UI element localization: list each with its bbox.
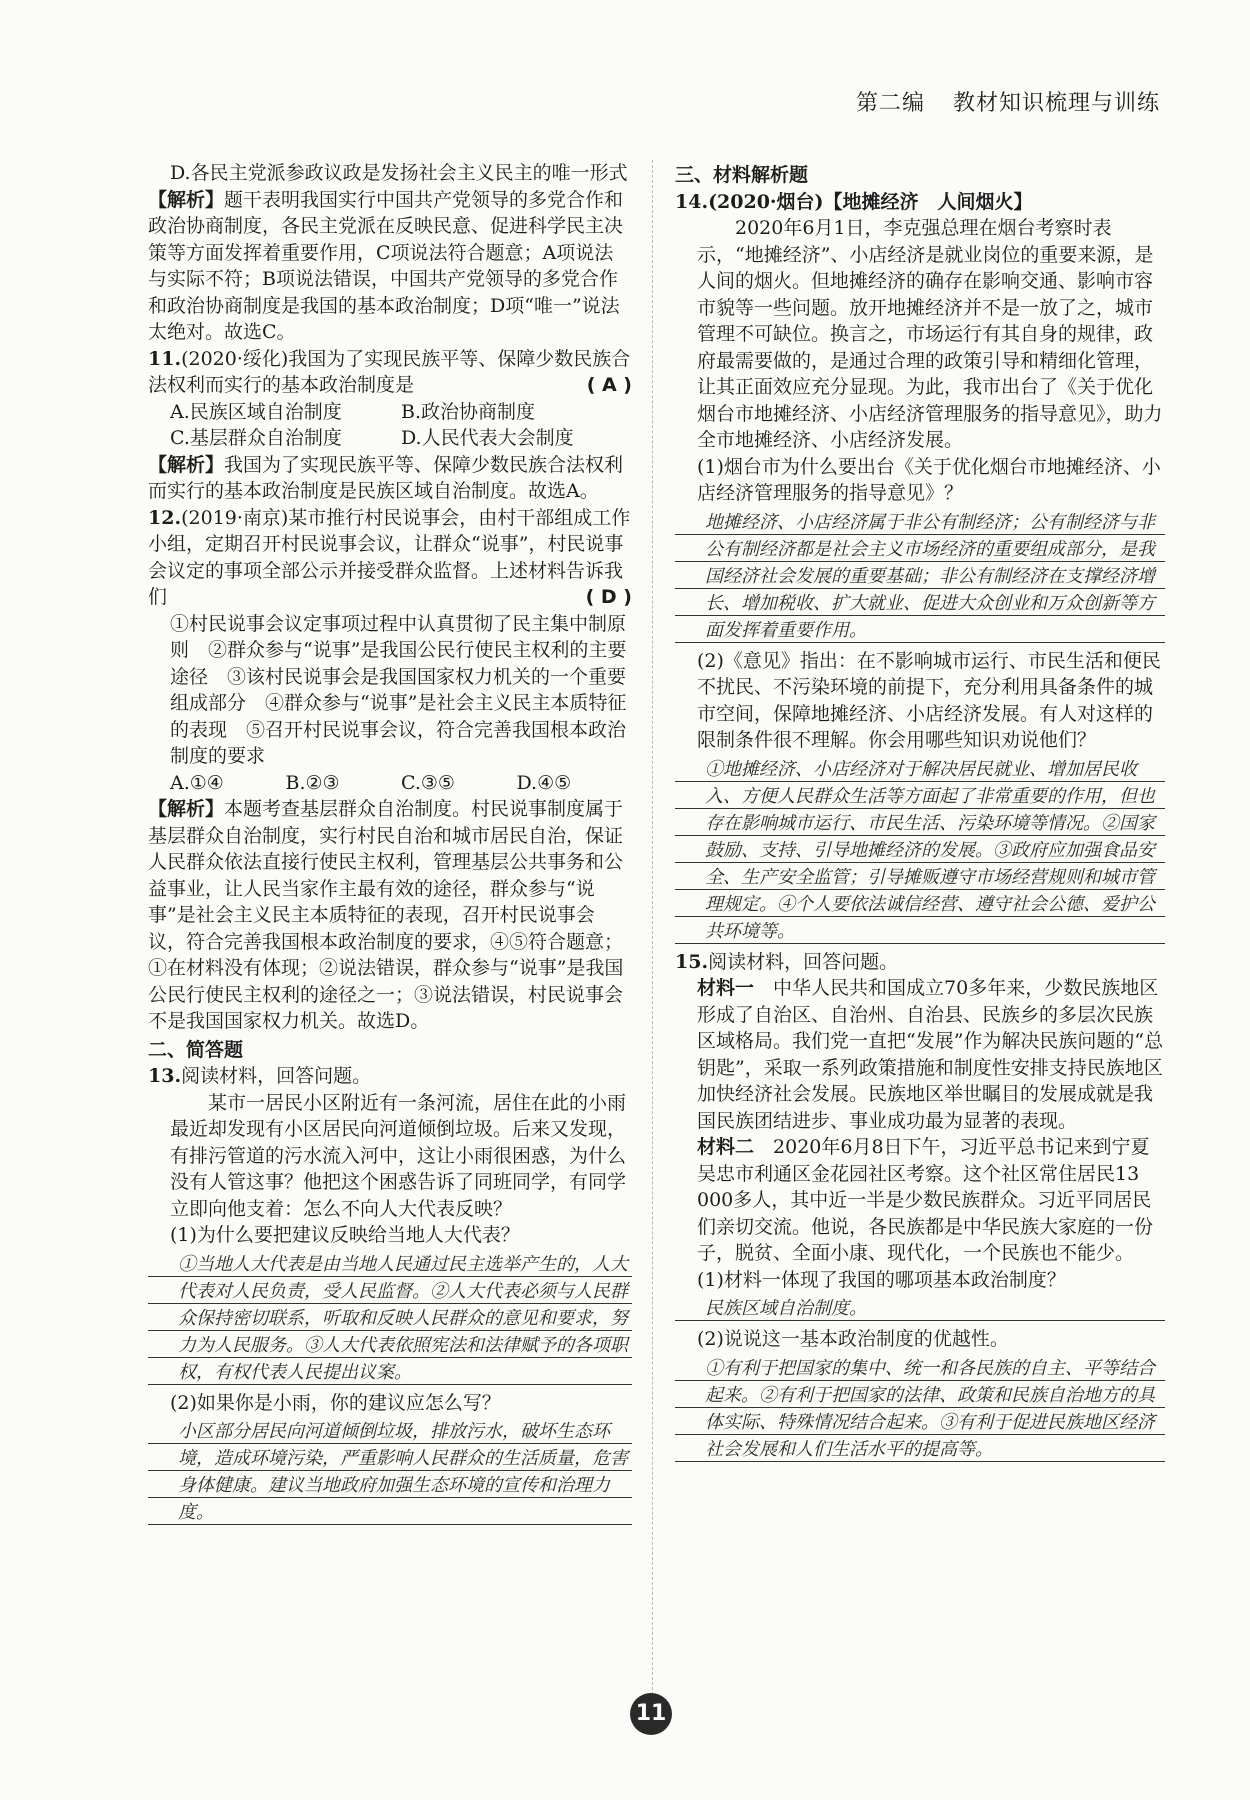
q12-analysis-text: 本题考查基层群众自治制度。村民说事制度属于基层群众自治制度，实行村民自治和城市居民自治，保证人民群众依法直接行使民主权利，管理基层公共事务和公益事业，让人民当家作主最有效的途径，群众参与“说事”是社会主义民主本质特征的表现，召开村民说事会议，符合完善我国根本政治制度的要求，④⑤符合题意；①在材料没有体现；②说法错误，群众参与“说事”是我国公民行使民主权利的途径之一；③说法错误，村民说事会不是我国国家权力机关。故选D。	[148, 798, 624, 1032]
q13-material: 某市一居民小区附近有一条河流，居住在此的小雨最近却发现有小区居民向河道倾倒垃圾。后来又发现，有排污管道的污水流入河中，这让小雨很困惑，为什么没有人管这事？他把这个困惑告诉了同班同学，有同学立即向他支着：怎么不向人大代表反映？	[170, 1091, 627, 1220]
q12-option-b: B.②③	[285, 771, 340, 794]
q13-sub2: (2)如果你是小雨，你的建议应怎么写？	[170, 1391, 501, 1414]
q15-stem-text: 阅读材料，回答问题。	[708, 950, 899, 973]
q15-number: 15.	[675, 950, 709, 973]
q11-option-a: A.民族区域自治制度	[170, 400, 342, 423]
q11-answer: ( A )	[586, 374, 632, 396]
analysis-label: 【解析】	[148, 798, 225, 820]
q15-sub1: (1)材料一体现了我国的哪项基本政治制度？	[697, 1268, 1066, 1291]
q11-option-d: D.人民代表大会制度	[401, 427, 574, 449]
right-column	[675, 160, 1165, 1467]
page-header	[828, 86, 1160, 117]
q10-analysis	[148, 187, 632, 346]
q15-material-1	[675, 975, 1165, 1134]
q11-options	[148, 399, 632, 452]
q10-option-d: D.各民主党派参政议政是发扬社会主义民主的唯一形式	[170, 162, 628, 184]
q12-options	[148, 770, 632, 797]
q11-number: 11.	[148, 347, 182, 370]
q14-sub1: (1)烟台市为什么要出台《关于优化烟台市地摊经济、小店经济管理服务的指导意见》？	[697, 455, 1161, 504]
q14-handwritten-answer-2: ①地摊经济、小店经济对于解决居民就业、增加居民收入、方便人民群众生活等方面起了非常重要的作用，但也存在影响城市运行、市民生活、污染环境等情况。②国家鼓励、支持、引导地摊经济的发展。③政府应加强食品安全、生产安全监管；引导摊贩遵守市场经营规则和城市管理规定。④个人要依法诚信经营、遵守社会公德、爱护公共环境等。	[675, 756, 1165, 945]
q11-stem-text: (2020·绥化)我国为了实现民族平等、保障少数民族合法权利而实行的基本政治制度是	[148, 347, 631, 396]
q12-analysis	[148, 796, 632, 1035]
left-column	[148, 160, 632, 1530]
q15-sub2: (2)说说这一基本政治制度的优越性。	[697, 1328, 1009, 1350]
q13-stem	[148, 1063, 632, 1090]
q13-handwritten-answer-2: 小区部分居民向河道倾倒垃圾，排放污水，破坏生态环境，造成环境污染，严重影响人民群众的生活质量，危害身体健康。建议当地政府加强生态环境的宣传和治理力度。	[148, 1418, 632, 1526]
q14-stem-text: (2020·烟台)【地摊经济 人间烟火】	[708, 190, 1033, 213]
q15-handwritten-answer-2: ①有利于把国家的集中、统一和各民族的自主、平等结合起来。②有利于把国家的法律、政策和民族自治地方的具体实际、特殊情况结合起来。③有利于促进民族地区经济社会发展和人们生活水平的提高等。	[675, 1355, 1165, 1463]
q15-handwritten-answer-1: 民族区域自治制度。	[675, 1295, 1165, 1322]
q13-sub1: (1)为什么要把建议反映给当地人大代表？	[170, 1224, 520, 1246]
column-divider	[652, 160, 653, 1700]
q12-option-a: A.①④	[170, 771, 224, 794]
q14-handwritten-answer-1: 地摊经济、小店经济属于非公有制经济；公有制经济与非公有制经济都是社会主义市场经济的重要组成部分，是我国经济社会发展的重要基础；非公有制经济在支撑经济增长、增加税收、扩大就业、促进大众创业和万众创新等方面发挥着重要作用。	[675, 509, 1165, 644]
q12-number: 12.	[148, 506, 182, 529]
q12-stem-text: (2019·南京)某市推行村民说事会，由村干部组成工作小组，定期召开村民说事会议，让群众“说事”，村民说事会议定的事项全部公示并接受群众监督。上述材料告诉我们	[148, 506, 631, 608]
q15-material-2	[675, 1134, 1165, 1267]
q11-option-b: B.政治协商制度	[401, 400, 536, 423]
material-2-label: 材料二	[697, 1136, 755, 1158]
header-title: 教材知识梳理与训练	[952, 91, 1160, 116]
q14-number: 14.	[675, 190, 709, 213]
q12-option-c: C.③⑤	[401, 771, 455, 794]
q13-number: 13.	[148, 1065, 182, 1087]
q11-analysis-text: 我国为了实现民族平等、保障少数民族合法权利而实行的基本政治制度是民族区域自治制度。故选A。	[148, 453, 624, 502]
section-material-analysis: 三、材料解析题	[675, 164, 809, 186]
material-2-text: 2020年6月8日下午，习近平总书记来到宁夏吴忠市利通区金花园社区考察。这个社区常住居民13 000多人，其中近一半是少数民族群众。习近平同居民们亲切交流。他说，各民族都是中华民族大家庭的一份子，脱贫、全面小康、现代化，一个民族也不能少。	[697, 1136, 1154, 1264]
q10-analysis-text: 题干表明我国实行中国共产党领导的多党合作和政治协商制度，各民主党派在反映民意、促进科学民主决策等方面发挥着重要作用，C项说法符合题意；A项说法与实际不符；B项说法错误，中国共产党领导的多党合作和政治协商制度是我国的基本政治制度；D项“唯一”说法太绝对。故选C。	[148, 188, 624, 343]
header-part: 第二编	[855, 91, 925, 116]
q14-sub2: (2)《意见》指出：在不影响城市运行、市民生活和便民不扰民、不污染环境的前提下，充分利用具备条件的城市空间，保障地摊经济、小店经济发展。有人对这样的限制条件很不理解。你会用哪些知识劝说他们？	[697, 649, 1161, 751]
material-1-text: 中华人民共和国成立70多年来，少数民族地区形成了自治区、自治州、自治县、民族乡的多层次民族区域格局。我们党一直把“发展”作为解决民族问题的“总钥匙”，采取一系列政策措施和制度性安排支持民族地区加快经济社会发展。民族地区举世瞩目的发展成就是我国民族团结进步、事业成功最为显著的表现。	[697, 977, 1164, 1132]
section-short-answer: 二、简答题	[148, 1038, 244, 1061]
q14-material: 2020年6月1日，李克强总理在烟台考察时表示，“地摊经济”、小店经济是就业岗位的重要来源，是人间的烟火。但地摊经济的确存在影响交通、影响市容市貌等一些问题。放开地摊经济并不是一放了之，城市管理不可缺位。换言之，市场运行有其自身的规律，政府最需要做的，是通过合理的政策引导和精细化管理，让其正面效应充分显现。为此，我市出台了《关于优化烟台市地摊经济、小店经济管理服务的指导意见》，助力全市地摊经济、小店经济发展。	[697, 217, 1163, 451]
q12-statements: ①村民说事会议定事项过程中认真贯彻了民主集中制原则 ②群众参与“说事”是我国公民行使民主权利的主要途径 ③该村民说事会是我国国家权力机关的一个重要组成部分 ④群众参与“说事”是社会主义民主本质特征的表现 ⑤召开村民说事会议，符合完善我国根本政治制度的要求	[170, 612, 627, 767]
q12-stem	[148, 505, 632, 611]
analysis-label: 【解析】	[148, 453, 225, 476]
q13-stem-text: 阅读材料，回答问题。	[181, 1065, 372, 1087]
q14-stem	[675, 189, 1165, 216]
material-1-label: 材料一	[697, 977, 755, 999]
q11-option-c: C.基层群众自治制度	[170, 427, 342, 449]
q11-analysis	[148, 452, 632, 505]
q12-answer: ( D )	[585, 586, 632, 608]
page-number: 11	[630, 1693, 672, 1735]
q13-handwritten-answer-1: ①当地人大代表是由当地人民通过民主选举产生的，人大代表对人民负责，受人民监督。②人大代表必须与人民群众保持密切联系，听取和反映人民群众的意见和要求，努力为人民服务。③人大代表依照宪法和法律赋予的各项职权，有权代表人民提出议案。	[148, 1251, 632, 1386]
q11-stem	[148, 346, 632, 399]
analysis-label: 【解析】	[148, 188, 225, 211]
q15-stem	[675, 949, 1165, 976]
q12-option-d: D.④⑤	[516, 771, 572, 794]
